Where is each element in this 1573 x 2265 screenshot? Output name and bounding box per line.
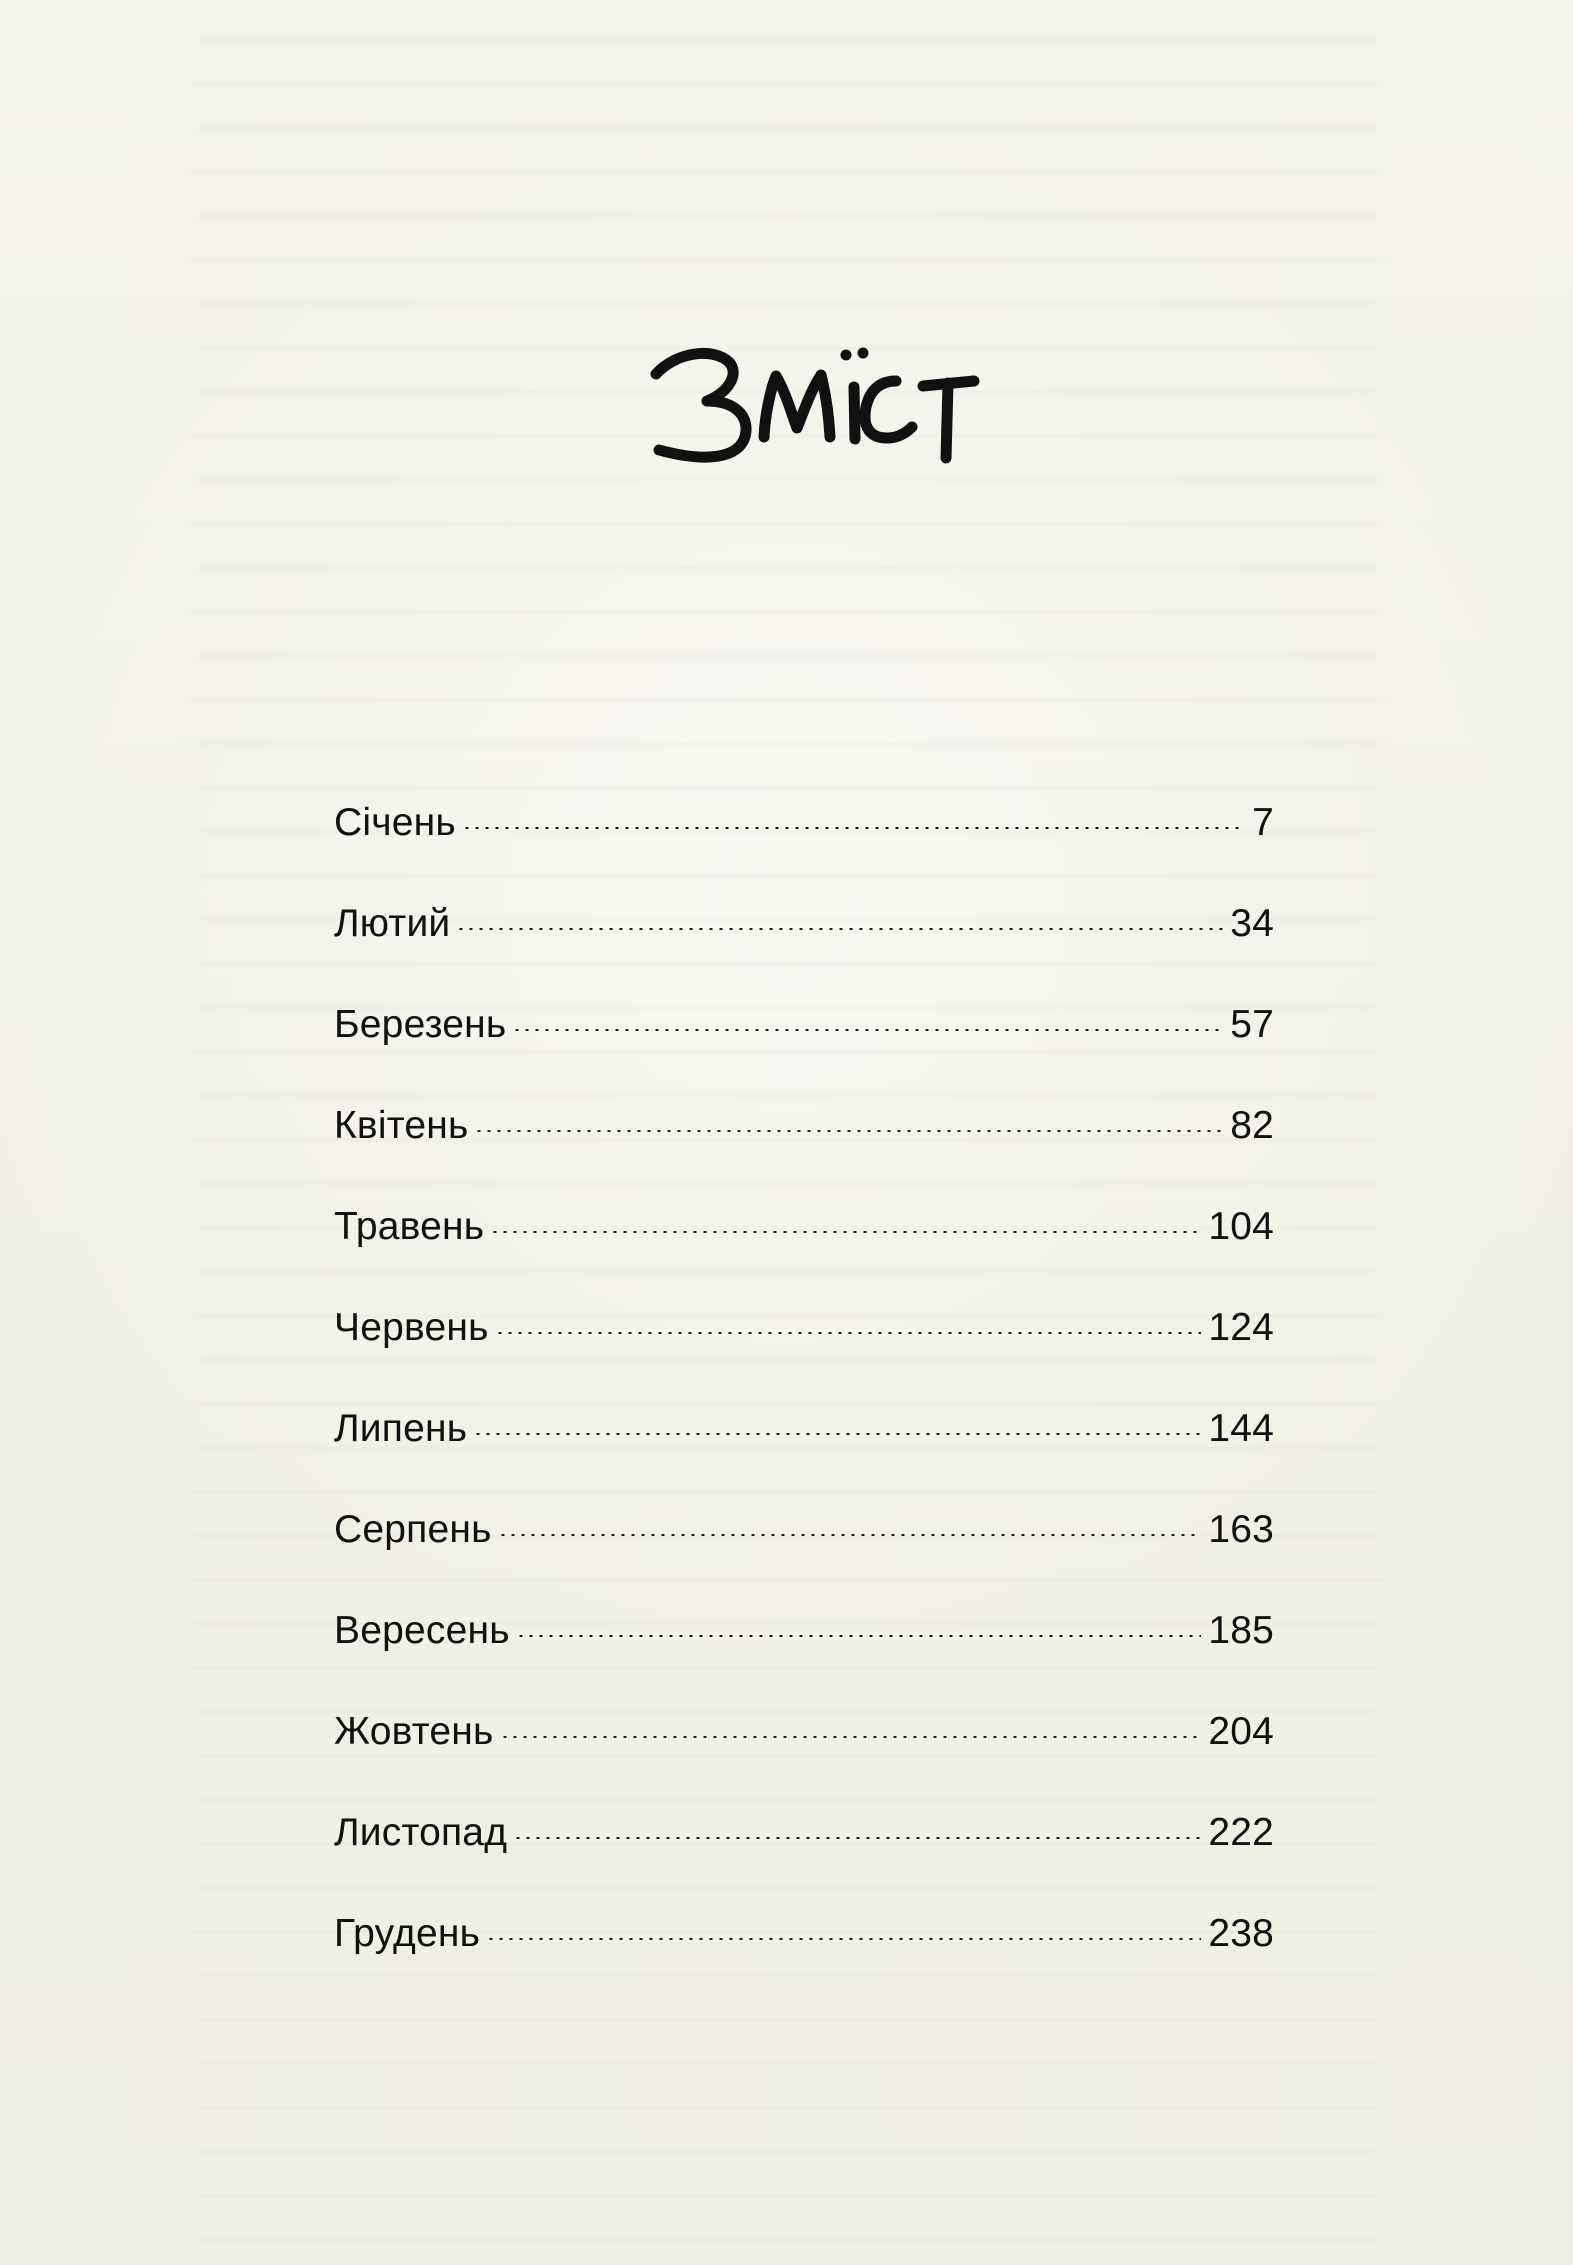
toc-dot-leader [456, 928, 1223, 930]
toc-label: Липень [334, 1407, 468, 1450]
toc-row-lypen [334, 1409, 1274, 1510]
toc-row-serpen [334, 1510, 1274, 1611]
toc-label: Лютий [334, 902, 451, 945]
toc-dot-leader [512, 1029, 1223, 1031]
toc-page-number: 144 [1208, 1407, 1274, 1450]
toc-page-number: 124 [1208, 1306, 1274, 1349]
toc-label: Листопад [334, 1811, 508, 1854]
toc-page-number: 185 [1208, 1609, 1274, 1652]
toc-row-zhovten [334, 1712, 1274, 1813]
toc-label: Грудень [334, 1912, 481, 1955]
toc-page-number: 238 [1208, 1912, 1274, 1955]
toc-dot-leader [513, 1837, 1201, 1839]
toc-dot-leader [490, 1231, 1201, 1233]
handwritten-title-graphic [640, 332, 990, 477]
toc-label: Червень [334, 1306, 489, 1349]
toc-page-number: 204 [1208, 1710, 1274, 1753]
toc-dot-leader [516, 1635, 1202, 1637]
toc-row-veresen [334, 1611, 1274, 1712]
toc-dot-leader [462, 827, 1245, 829]
toc-page-number: 222 [1208, 1811, 1274, 1854]
toc-dot-leader [500, 1736, 1202, 1738]
toc-label: Січень [334, 801, 456, 844]
toc-label: Квітень [334, 1104, 469, 1147]
toc-row-traven [334, 1207, 1274, 1308]
toc-row-sichen [334, 803, 1274, 904]
toc-row-kviten [334, 1106, 1274, 1207]
toc-page-number: 34 [1230, 902, 1274, 945]
toc-dot-leader [486, 1938, 1201, 1940]
toc-row-hruden [334, 1914, 1274, 2015]
toc-label: Травень [334, 1205, 485, 1248]
toc-page-number: 57 [1230, 1003, 1274, 1046]
toc-row-berezen [334, 1005, 1274, 1106]
toc-label: Вересень [334, 1609, 510, 1652]
toc-dot-leader [498, 1534, 1202, 1536]
toc-label: Березень [334, 1003, 507, 1046]
toc-row-liutyi [334, 904, 1274, 1005]
toc-dot-leader [473, 1433, 1201, 1435]
page-title [640, 332, 990, 477]
toc-row-lystopad [334, 1813, 1274, 1914]
toc-page-number: 7 [1252, 801, 1274, 844]
toc-page-number: 104 [1208, 1205, 1274, 1248]
toc-row-cherven [334, 1308, 1274, 1409]
toc-dot-leader [495, 1332, 1202, 1334]
toc-label: Серпень [334, 1508, 492, 1551]
table-of-contents [334, 803, 1274, 2015]
toc-label: Жовтень [334, 1710, 494, 1753]
toc-dot-leader [474, 1130, 1223, 1132]
toc-page-number: 82 [1230, 1104, 1274, 1147]
toc-page-number: 163 [1208, 1508, 1274, 1551]
